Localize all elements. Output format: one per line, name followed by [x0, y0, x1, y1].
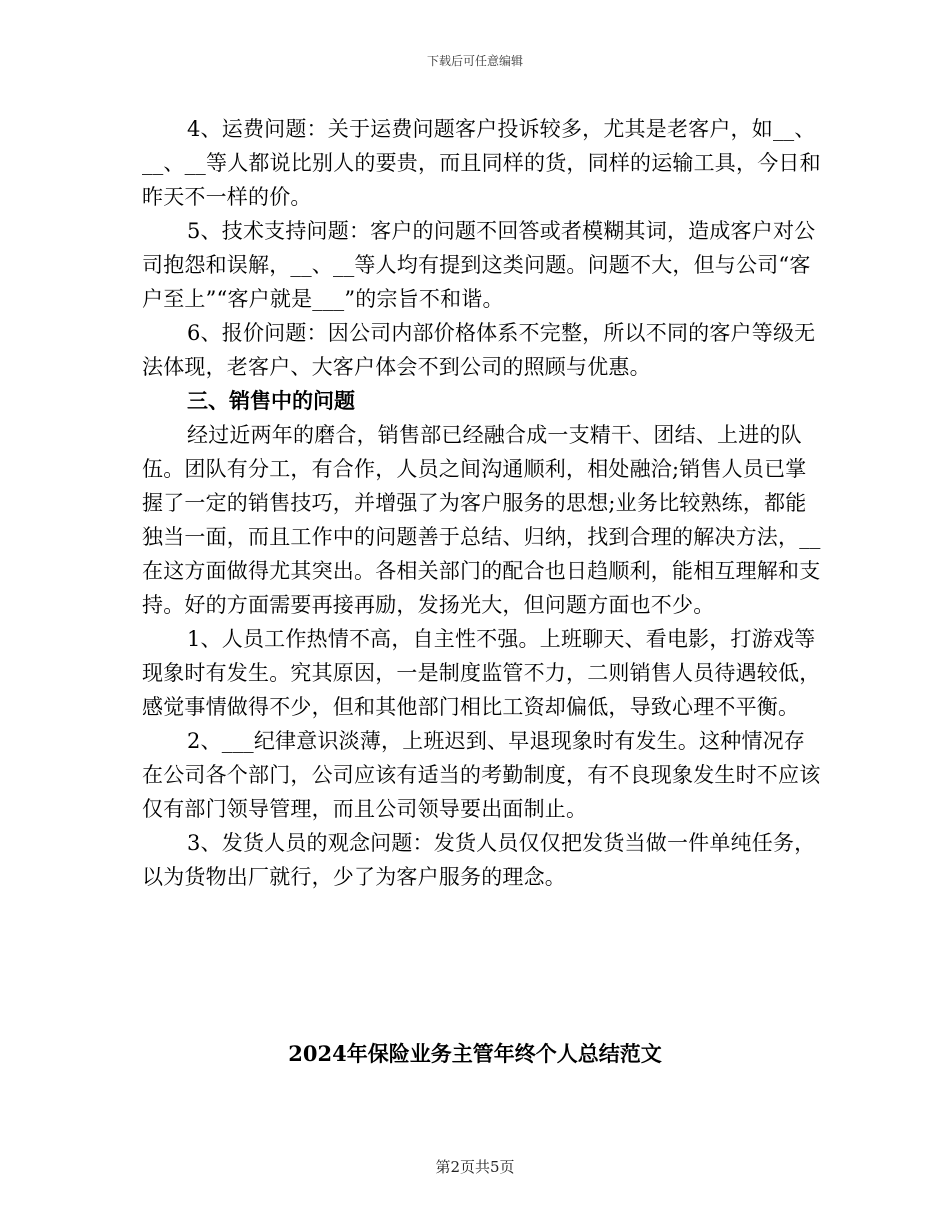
paragraph-tech-support-issue: 5、技术支持问题：客户的问题不回答或者模糊其词，造成客户对公司抱怨和误解，__、__等人均有提到这类问题。问题不大，但与公司“客户至上”“客户就是___”的宗旨不和谐。 [142, 219, 816, 311]
paragraph-shipping-staff: 3、发货人员的观念问题：发货人员仅仅把发货当做一件单纯任务，以为货物出厂就行，少了为客户服务的理念。 [142, 831, 816, 889]
document-title: 2024年保险业务主管年终个人总结范文 [288, 1041, 662, 1066]
paragraph-staff-enthusiasm: 1、人员工作热情不高，自主性不强。上班聊天、看电影，打游戏等现象时有发生。究其原因，一是制度监管不力，二则销售人员待遇较低，感觉事情做得不少，但和其他部门相比工资却偏低，导致心理不平衡。 [142, 627, 821, 719]
paragraph-team-overview: 经过近两年的磨合，销售部已经融合成一支精干、团结、上进的队伍。团队有分工，有合作，人员之间沟通顺利，相处融洽;销售人员已掌握了一定的销售技巧，并增强了为客户服务的思想;业务比较熟练，都能独当一面，而且工作中的问题善于总结、归纳，找到合理的解决方法，__在这方面做得尤其突出。各相关部门的配合也日趋顺利，能相互理解和支持。好的方面需要再接再励，发扬光大，但问题方面也不少。 [142, 423, 821, 617]
paragraph-quotation-issue: 6、报价问题：因公司内部价格体系不完整，所以不同的客户等级无法体现，老客户、大客户体会不到公司的照顾与优惠。 [142, 321, 816, 379]
document-body [142, 112, 822, 894]
paragraph-freight-issue: 4、运费问题：关于运费问题客户投诉较多，尤其是老客户，如__、__、__等人都说比别人的要贵，而且同样的货，同样的运输工具，今日和昨天不一样的价。 [142, 117, 821, 209]
paragraph-discipline: 2、___纪律意识淡薄，上班迟到、早退现象时有发生。这种情况存在公司各个部门，公司应该有适当的考勤制度，有不良现象发生时不应该仅有部门领导管理，而且公司领导要出面制止。 [142, 729, 821, 821]
page-header-note: 下载后可任意编辑 [426, 54, 523, 68]
section-heading-sales-issues: 三、销售中的问题 [187, 388, 355, 413]
page-number-indicator: 第2页共5页 [435, 1158, 515, 1176]
